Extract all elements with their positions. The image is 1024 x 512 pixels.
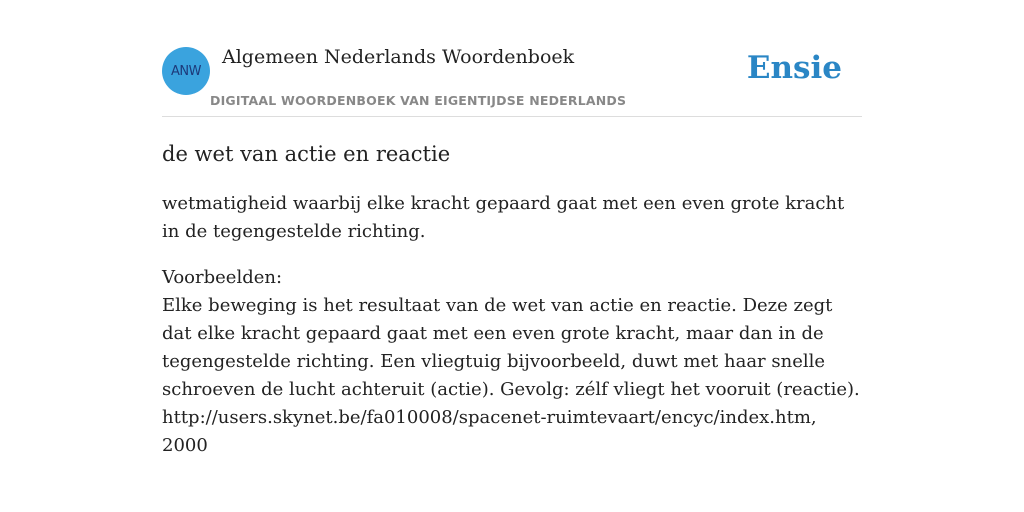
logo-text: ANW bbox=[171, 63, 201, 79]
examples-label: Voorbeelden: bbox=[162, 267, 283, 288]
site-subtitle: DIGITAAL WOORDENBOEK VAN EIGENTIJDSE NEDERLANDS bbox=[210, 93, 627, 108]
site-title[interactable]: Algemeen Nederlands Woordenboek bbox=[222, 46, 575, 68]
entry-content bbox=[162, 138, 862, 460]
entry-definition: wetmatigheid waarbij elke kracht gepaard gaat met een even grote kracht in de tegengestelde richting. bbox=[162, 193, 845, 242]
header bbox=[162, 40, 862, 117]
example-text: Elke beweging is het resultaat van de wet van actie en reactie. Deze zegt dat elke kracht gepaard gaat met een even grote kracht, maar dan in de tegengestelde richting. Een vliegtuig bijvoorbeeld, duwt met haar snelle schroeven de lucht achteruit (actie). Gevolg: zélf vliegt het vooruit (reactie). bbox=[162, 295, 860, 400]
entry-headword: de wet van actie en reactie bbox=[162, 142, 451, 166]
entry-examples bbox=[162, 264, 862, 460]
ensie-brand-logo[interactable]: Ensie bbox=[746, 50, 842, 86]
example-source: http://users.skynet.be/fa010008/spacenet-ruimtevaart/encyc/index.htm, 2000 bbox=[162, 407, 817, 456]
anw-logo[interactable] bbox=[162, 47, 210, 95]
